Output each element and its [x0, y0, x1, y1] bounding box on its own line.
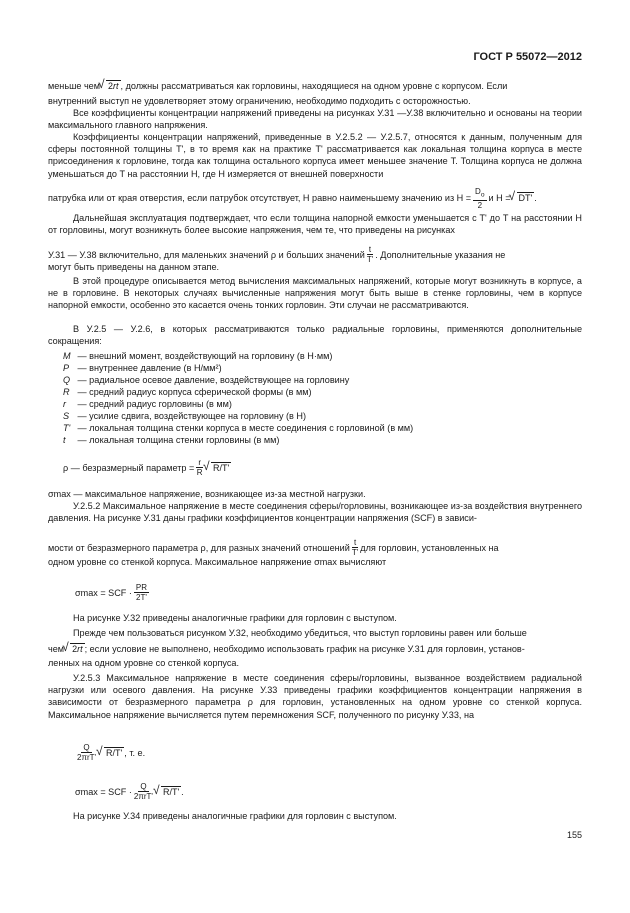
paragraph: Прежде чем пользоваться рисунком У.32, необходимо убедиться, что выступ горловины равен или больше: [73, 628, 527, 638]
paragraph-line: чем √ 2rt ; если условие не выполнено, необходимо использовать график на рисунке У.31 для горловин, установ-: [48, 643, 582, 655]
symbol-definition: R — средний радиус корпуса сферической формы (в мм): [63, 387, 312, 397]
page-number: 155: [566, 830, 582, 840]
paragraph: могут быть приведены на данном этапе.: [48, 262, 220, 272]
sqrt-DT: √ DT': [517, 192, 535, 204]
sqrt-2rt-2: √ 2rt: [70, 643, 85, 655]
paragraph-line: патрубка или от края отверстия, если патрубок отсутствует, H равно наименьшему значению из H = $\frac{D_o}{2}$ и H = √ DT' .: [48, 187, 582, 210]
paragraph-line: меньше чем √ 2rt , должны рассматриваться как горловины, находящиеся на одном уровне с корпусом. Если: [48, 80, 582, 92]
fraction-t-T: $\frac{t}{T'}$: [366, 245, 374, 264]
sqrt-R-T-3: √ R/T': [161, 786, 181, 798]
fraction-Q-2: $\frac{Q}{\text{2πrT'}}$: [133, 782, 153, 801]
fraction-t-T2: $\frac{t}{T'}$: [351, 538, 359, 557]
symbol-definition: P — внутреннее давление (в Н/мм²): [63, 363, 222, 373]
paragraph: На рисунке У.34 приведены аналогичные графики для горловин с выступом.: [73, 811, 397, 821]
symbol-definition: S — усилие сдвига, воздействующее на горловину (в Н): [63, 411, 306, 421]
paragraph: На рисунке У.32 приведены аналогичные графики для горловин с выступом.: [73, 613, 397, 623]
fraction-r-R: $\frac{r}{R}$: [196, 458, 203, 477]
paragraph: Дальнейшая эксплуатация подтверждает, что если толщина напорной емкости уменьшается с T' до T на расстоянии H от горловины, могут возникнуть более высокие напряжения, чем те, что приведены на рисунках: [48, 213, 582, 236]
paragraph: ленных на одном уровне со стенкой корпуса.: [48, 658, 240, 668]
fraction: $\frac{D_o}{2}$: [475, 187, 485, 210]
paragraph-line: У.31 — У.38 включительно, для маленьких значений ρ и больших значений $\frac{t}{T'}$ . Дополнительные указания не: [48, 245, 506, 264]
paragraph: Коэффициенты концентрации напряжений, приведенные в У.2.5.2 — У.2.5.7, относятся к данным, полученным для сферы постоянной толщины T', в то время как на практике T' рассматривается как локальная толщина корпуса в месте присоединения к горловине, тогда как толщина остального корпуса имеет меньшее значение T. Толщина корпуса не должна уменьшаться до T на расстоянии H, где H измеряется от внешней поверхности: [48, 132, 582, 179]
equation-1: σmax = SCF · $\frac{PR}{2T'}$: [75, 583, 148, 602]
sqrt-2rt: √ 2rt: [106, 80, 121, 92]
symbol-definition: Q — радиальное осевое давление, воздействующее на горловину: [63, 375, 350, 385]
document-header: ГОСТ Р 55072—2012: [473, 51, 582, 63]
symbol-definition: t — локальная толщина стенки горловины (в мм): [63, 435, 280, 445]
fraction-PR-2T: $\frac{PR}{2T'}$: [135, 583, 148, 602]
paragraph: внутренний выступ не удовлетворяет этому ограничению, необходимо подходить с осторожностью.: [48, 96, 471, 106]
symbol-definition: r — средний радиус горловины (в мм): [63, 399, 232, 409]
paragraph: У.2.5.3 Максимальное напряжение в месте соединения сферы/горловины, вызванное воздействием радиальной нагрузки или осевого давления. На рисунке У.33 приведены графики коэффициентов концентрации напряжения в зависимости от безразмерного параметра ρ для горловин, установленных на одном уровне со стенкой корпуса. Максимальное напряжение вычисляется путем перемножения SCF, полученного по рисунку У.33, на: [48, 673, 582, 720]
paragraph: Все коэффициенты концентрации напряжений приведены на рисунках У.31 —У.38 включительно и основаны на теории максимального главного напряжения.: [48, 108, 582, 131]
paragraph: В У.2.5 — У.2.6, в которых рассматриваются только радиальные горловины, применяются дополнительные сокращения:: [48, 324, 582, 347]
equation-factor: $\frac{Q}{\text{2πrT'}}$ √ R/T' , т. е.: [75, 743, 145, 762]
sqrt-R-T-2: √ R/T': [104, 747, 124, 759]
rho-definition: ρ — безразмерный параметр = $\frac{r}{R}$ √ R/T': [63, 458, 231, 477]
paragraph-line: мости от безразмерного параметра ρ, для разных значений отношений $\frac{t}{T'}$ для горловин, установленных на: [48, 538, 499, 557]
fraction-Q: $\frac{Q}{\text{2πrT'}}$: [77, 743, 97, 762]
paragraph: В этой процедуре описывается метод вычисления максимальных напряжений, которые могут возникнуть в корпусе, а не в горловине. В некоторых случаях вычисленные напряжения могут быть выше в стенке горловины, чем в корпусе напорной емкости, особенно это касается очень тонких горловин. Эти случаи не рассматриваются.: [48, 276, 582, 311]
symbol-definition: T' — локальная толщина стенки корпуса в месте соединения с горловиной (в мм): [63, 423, 414, 433]
paragraph: У.2.5.2 Максимальное напряжение в месте соединения сферы/горловины, возникающее из-за воздействия внутреннего давления. На рисунке У.31 даны графики коэффициентов концентрации напряжения (SCF) в зависи-: [48, 501, 582, 524]
symbol-definition: M — внешний момент, воздействующий на горловину (в Н·мм): [63, 351, 333, 361]
sqrt-R-T: √ R/T': [211, 462, 231, 474]
equation-2: σmax = SCF · $\frac{Q}{\text{2πrT'}}$ √ R/T' .: [75, 782, 184, 801]
paragraph: σmax — максимальное напряжение, возникающее из-за местной нагрузки.: [48, 489, 366, 499]
paragraph: одном уровне со стенкой корпуса. Максимальное напряжение σmax вычисляют: [48, 557, 387, 567]
